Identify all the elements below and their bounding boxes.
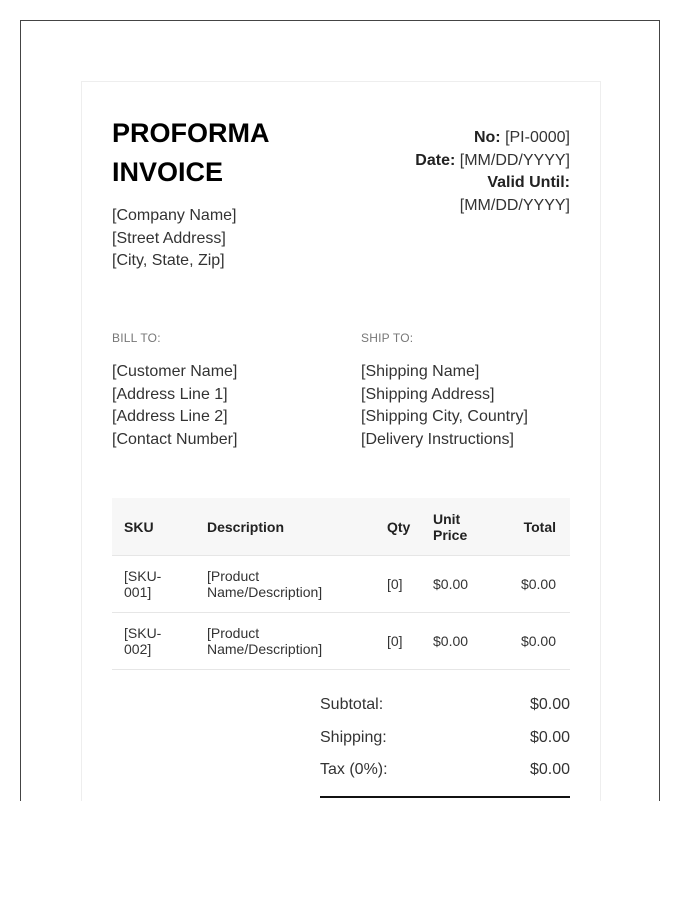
shipping-value: $0.00	[529, 728, 570, 746]
bill-to-line: [Address Line 2]	[112, 408, 228, 425]
ship-to-line: [Shipping City, Country]	[361, 408, 528, 425]
total-cell: $0.00	[513, 556, 570, 613]
invoice-date-label: Date:	[415, 151, 456, 169]
ship-to-line: [Shipping Name]	[361, 363, 480, 380]
valid-until-value: [MM/DD/YYYY]	[459, 196, 570, 214]
table-row	[112, 613, 570, 670]
subtotal-value: $0.00	[529, 696, 570, 713]
table-header-row	[112, 498, 570, 556]
invoice-date	[340, 150, 570, 173]
shipping-label: Shipping:	[320, 728, 387, 746]
unit-price-cell: $0.00	[433, 613, 513, 670]
valid-until-label-row	[340, 172, 570, 195]
invoice-number-value: [PI-0000]	[505, 129, 570, 146]
line-items-table	[112, 498, 570, 670]
totals-divider	[320, 796, 570, 798]
valid-until-label: Valid Until:	[487, 174, 570, 191]
bill-to-line: [Address Line 1]	[112, 385, 228, 403]
tax-label: Tax (0%):	[320, 761, 388, 778]
bill-to-address	[112, 361, 237, 451]
invoice-number-label: No:	[473, 129, 501, 146]
unit-price-cell: $0.00	[433, 556, 513, 613]
tax-value: $0.00	[529, 761, 570, 778]
description-cell: [Product Name/Description]	[207, 556, 387, 613]
subtotal-row	[320, 693, 570, 726]
invoice-number	[340, 127, 570, 150]
column-header-total: Total	[513, 498, 570, 556]
sku-cell: [SKU-001]	[112, 556, 207, 613]
column-header-qty: Qty	[387, 498, 433, 556]
bill-to-line: [Customer Name]	[112, 363, 238, 380]
totals-section	[320, 693, 570, 791]
ship-to-address	[361, 361, 528, 451]
subtotal-label: Subtotal:	[320, 696, 384, 713]
company-name: [Company Name]	[112, 207, 237, 224]
table-row	[112, 556, 570, 613]
tax-row	[320, 758, 570, 791]
column-header-sku: SKU	[112, 498, 207, 556]
column-header-unit-price: Unit Price	[433, 498, 513, 556]
company-address	[112, 205, 237, 273]
ship-to-line: [Shipping Address]	[361, 385, 495, 403]
column-header-description: Description	[207, 498, 387, 556]
description-cell: [Product Name/Description]	[207, 613, 387, 670]
ship-to-label: SHIP TO:	[361, 331, 414, 345]
sku-cell: [SKU-002]	[112, 613, 207, 670]
invoice-meta	[340, 127, 570, 217]
qty-cell: [0]	[387, 556, 433, 613]
invoice-title: PROFORMA INVOICE	[112, 118, 269, 187]
qty-cell: [0]	[387, 613, 433, 670]
company-city: [City, State, Zip]	[112, 252, 225, 269]
invoice-date-value: [MM/DD/YYYY]	[459, 151, 570, 169]
bill-to-label: BILL TO:	[112, 331, 161, 345]
total-cell: $0.00	[513, 613, 570, 670]
company-street: [Street Address]	[112, 229, 226, 247]
ship-to-line: [Delivery Instructions]	[361, 430, 514, 448]
bill-to-line: [Contact Number]	[112, 430, 238, 448]
shipping-row	[320, 726, 570, 759]
